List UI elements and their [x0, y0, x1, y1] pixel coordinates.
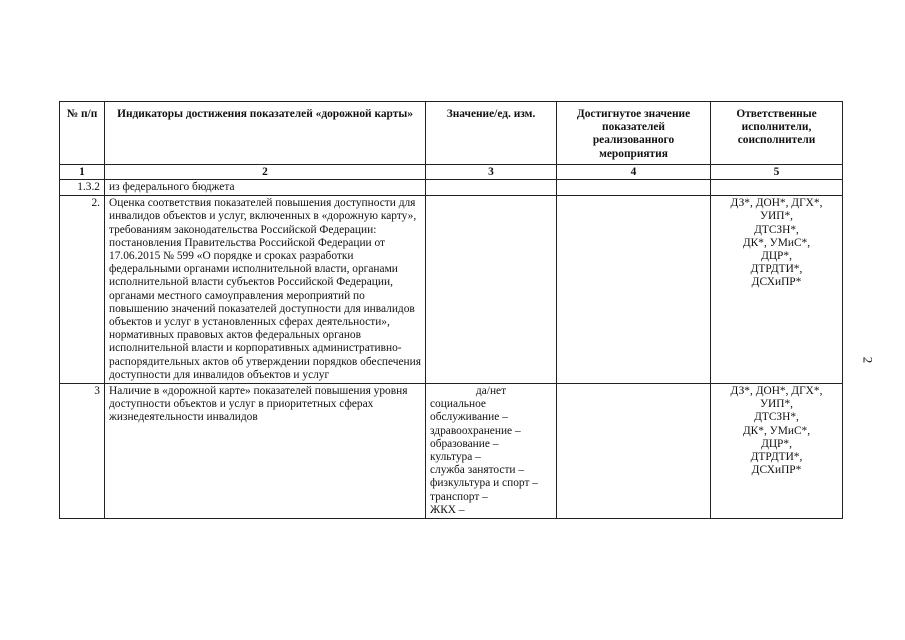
value-line: транспорт – [430, 490, 488, 503]
responsible-line: ДСХиПР* [751, 276, 802, 289]
row-responsible [711, 180, 843, 196]
row-number: 2. [60, 196, 105, 384]
row-indicator: Наличие в «дорожной карте» показателей повышения уровня доступности объектов и услуг в приоритетных сферах жизнедеятельности инвалидов [105, 384, 426, 519]
row-responsible [711, 196, 843, 384]
row-responsible [711, 384, 843, 519]
value-line: ЖКХ – [430, 503, 465, 516]
value-line: служба занятости – [430, 464, 525, 477]
row-number: 1.3.2 [60, 180, 105, 196]
value-line: да/нет [475, 385, 507, 398]
responsible-line: ДТСЗН*, [754, 411, 799, 424]
column-number: 2 [105, 165, 426, 180]
column-number: 1 [60, 165, 105, 180]
row-indicator: из федерального бюджета [105, 180, 426, 196]
table-row [60, 180, 843, 196]
column-number-row [60, 165, 843, 180]
row-value [426, 384, 557, 519]
indicators-table [59, 101, 843, 519]
row-achieved [557, 180, 711, 196]
responsible-line: ДЗ*, ДОН*, ДГХ*, [730, 385, 823, 398]
value-line: образование – [430, 437, 499, 450]
table-row [60, 384, 843, 519]
header-responsible: Ответственные исполнители, соисполнители [711, 102, 843, 165]
row-value [426, 196, 557, 384]
responsible-line: ДЦР*, [761, 250, 792, 263]
responsible-line: ДЗ*, ДОН*, ДГХ*, [730, 197, 823, 210]
header-num: № п/п [60, 102, 105, 165]
responsible-line: ДСХиПР* [751, 464, 802, 477]
row-number: 3 [60, 384, 105, 519]
header-row [60, 102, 843, 165]
table-row [60, 196, 843, 384]
responsible-line: ДТРДТИ*, [750, 263, 803, 276]
value-line: культура – [430, 451, 481, 464]
page-number: 2 [860, 356, 876, 364]
column-number: 4 [557, 165, 711, 180]
value-line: социальное обслуживание – [430, 398, 508, 424]
row-achieved [557, 384, 711, 519]
responsible-line: ДТРДТИ*, [750, 451, 803, 464]
responsible-line: ДЦР*, [761, 437, 792, 450]
header-value: Значение/ед. изм. [426, 102, 557, 165]
header-indicator: Индикаторы достижения показателей «дорожной карты» [105, 102, 426, 165]
header-achieved: Достигнутое значение показателей реализованного мероприятия [557, 102, 711, 165]
value-line: физкультура и спорт – [430, 477, 538, 490]
responsible-line: ДК*, УМиС*, [742, 424, 811, 437]
row-value [426, 180, 557, 196]
responsible-line: ДК*, УМиС*, [742, 236, 811, 249]
row-indicator: Оценка соответствия показателей повышения доступности для инвалидов объектов и услуг, включенных в «дорожную карту», требованиям законодательства Российской Федерации: постановления Правительства Российской Федерации от 17.06.2015 № 599 «О порядке и сроках разработки федеральными органами исполнительной власти, органами исполнительной власти субъектов Российской Федерации, органами местного самоуправления мероприятий по повышению значений показателей доступности для инвалидов объектов и услуг в установленных сферах деятельности», нормативных правовых актов федеральных органов исполнительной власти и корпоративных административно-распорядительных актов об утверждении порядков обеспечения доступности для инвалидов объектов и услуг [105, 196, 426, 384]
column-number: 3 [426, 165, 557, 180]
column-number: 5 [711, 165, 843, 180]
responsible-line: УИП*, [759, 210, 794, 223]
value-line: здравоохранение – [430, 424, 521, 437]
row-achieved [557, 196, 711, 384]
responsible-line: ДТСЗН*, [754, 223, 799, 236]
responsible-line: УИП*, [759, 398, 794, 411]
